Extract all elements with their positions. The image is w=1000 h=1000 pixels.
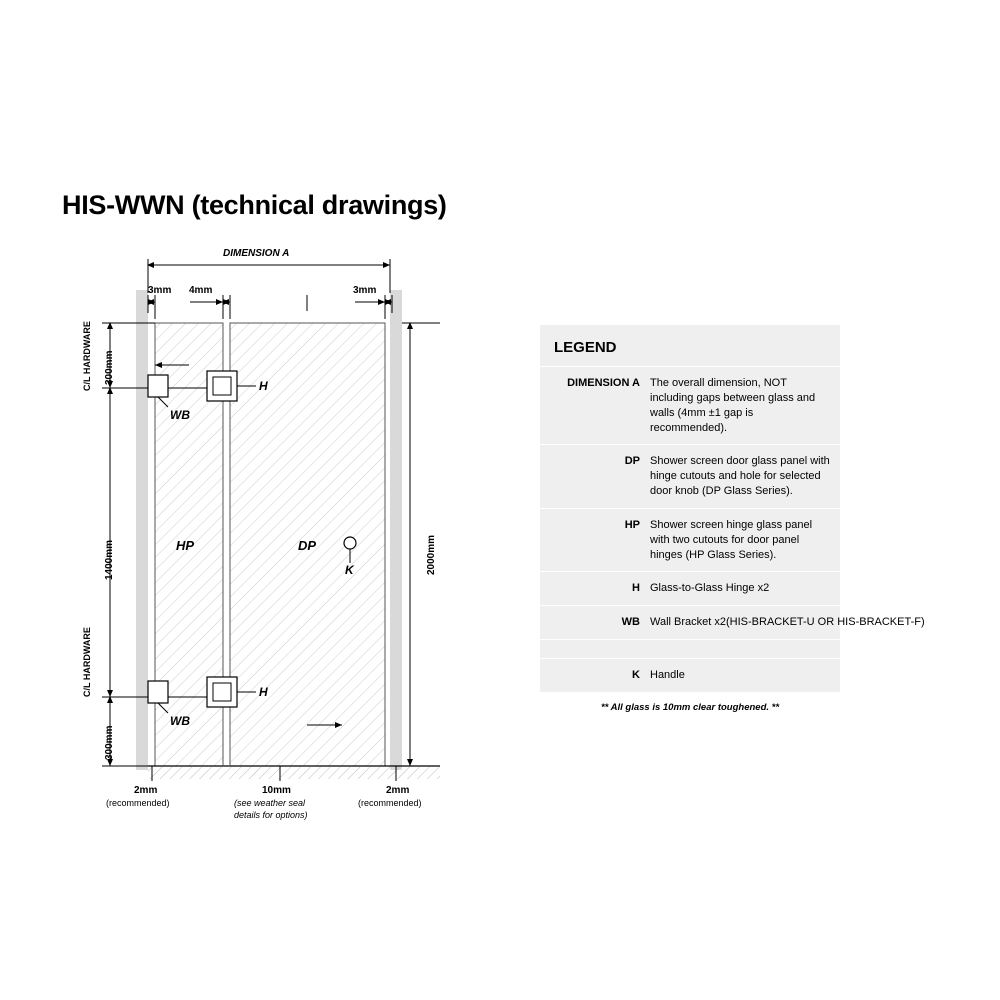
legend-row	[540, 508, 840, 572]
hinge-top-label: H	[259, 379, 268, 393]
page-title: HIS-WWN (technical drawings)	[62, 190, 447, 220]
legend-heading: LEGEND	[554, 339, 617, 356]
gap-left-wall-label: 3mm	[148, 285, 172, 296]
legend-key: DP	[624, 455, 640, 468]
legend-footnote: ** All glass is 10mm clear toughened. **	[540, 692, 840, 725]
legend-row	[540, 658, 840, 692]
floor-center-note-1: (see weather seal	[234, 798, 306, 808]
legend-row	[540, 605, 925, 639]
legend-desc: Wall Bracket x2(HIS-BRACKET-U OR HIS-BRACKET-F)	[650, 616, 925, 629]
legend-desc: Shower screen door glass panel with hinge cutouts and hole for selected door knob (DP Glass Series).	[650, 455, 830, 498]
bottom-offset-label: 300mm	[104, 725, 115, 760]
legend-row	[540, 571, 840, 605]
legend-key: H	[632, 582, 640, 595]
wall-bracket-bottom-label: WB	[170, 714, 190, 728]
legend-key: K	[632, 669, 640, 682]
panel-dp-label: DP	[298, 538, 317, 553]
legend-key: HP	[624, 518, 640, 531]
legend-row	[540, 444, 840, 508]
gap-right-wall-label: 3mm	[353, 285, 377, 296]
legend-desc: Shower screen hinge glass panel with two cutouts for door panel hinges (HP Glass Series).	[650, 518, 813, 561]
legend-desc: The overall dimension, NOT including gaps between glass and walls (4mm ±1 gap is recommended).	[650, 377, 816, 434]
legend-row	[540, 366, 840, 444]
floor-left-gap-note: (recommended)	[106, 798, 170, 808]
legend-desc: Handle	[650, 669, 685, 682]
dimension-a-label: DIMENSION A	[223, 248, 290, 259]
cl-hardware-top-label: C/L HARDWARE	[82, 321, 92, 391]
technical-drawing	[60, 245, 480, 845]
top-offset-label: 300mm	[104, 350, 115, 385]
legend-key: WB	[621, 616, 640, 629]
gap-between-glass-label: 4mm	[189, 285, 213, 296]
legend-spacer	[540, 639, 840, 658]
drawing-svg	[60, 245, 480, 845]
handle-label: K	[345, 563, 354, 577]
wall-bracket-bottom	[148, 681, 168, 703]
handle-hole	[344, 537, 356, 549]
legend-panel	[540, 325, 925, 725]
wall-bracket-top	[148, 375, 168, 397]
panel-hp-label: HP	[176, 538, 195, 553]
floor-right-gap-note: (recommended)	[358, 798, 422, 808]
floor-right-gap-label: 2mm	[386, 785, 410, 796]
legend-key: DIMENSION A	[567, 377, 640, 389]
floor-left-gap-label: 2mm	[134, 785, 158, 796]
wall-left	[136, 290, 148, 770]
mid-span-label: 1400mm	[104, 539, 115, 580]
wall-bracket-top-label: WB	[170, 408, 190, 422]
overall-height-label: 2000mm	[426, 534, 437, 575]
legend-desc: Glass-to-Glass Hinge x2	[650, 582, 770, 595]
floor-center-note-2: details for options)	[234, 810, 308, 820]
cl-hardware-bottom-label: C/L HARDWARE	[82, 627, 92, 697]
floor-center-gap-label: 10mm	[262, 785, 291, 796]
hinge-bottom-label: H	[259, 685, 268, 699]
wall-right	[390, 290, 402, 770]
